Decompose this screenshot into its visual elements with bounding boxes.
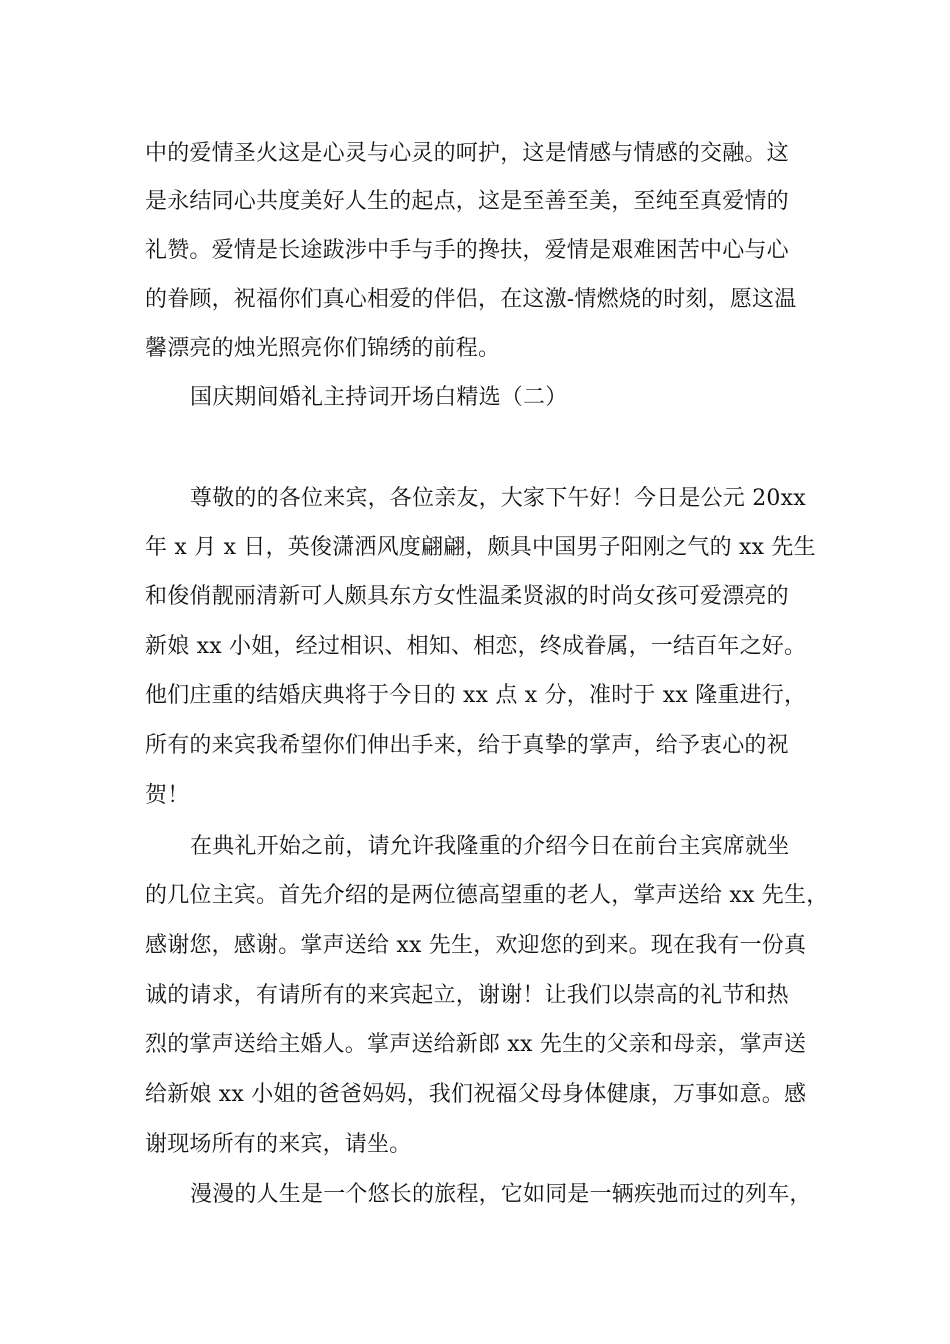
paragraph-2-line-6: 所有的来宾我希望你们伸出手来，给于真挚的掌声，给予衷心的祝	[145, 733, 789, 758]
paragraph-3-line-2: 的几位主宾。首先介绍的是两位德高望重的老人，掌声送给 xx 先生，	[145, 883, 829, 908]
paragraph-3-line-1: 在典礼开始之前，请允许我隆重的介绍今日在前台主宾席就坐	[190, 834, 790, 859]
paragraph-3-line-4: 诚的请求，有请所有的来宾起立，谢谢！让我们以崇高的礼节和热	[145, 983, 789, 1008]
paragraph-2-line-7: 贺！	[145, 783, 190, 808]
paragraph-2-line-1: 尊敬的的各位来宾，各位亲友，大家下午好！今日是公元 20xx	[190, 486, 806, 511]
paragraph-3-line-6: 给新娘 xx 小姐的爸爸妈妈，我们祝福父母身体健康，万事如意。感	[145, 1082, 807, 1107]
paragraph-1-line-3: 礼赞。爱情是长途跋涉中手与手的搀扶，爱情是艰难困苦中心与心	[145, 238, 789, 263]
paragraph-4-line-1: 漫漫的人生是一个悠长的旅程，它如同是一辆疾弛而过的列车，	[190, 1182, 812, 1207]
paragraph-2-line-3: 和俊俏靓丽清新可人颇具东方女性温柔贤淑的时尚女孩可爱漂亮的	[145, 584, 789, 609]
paragraph-3-line-3: 感谢您，感谢。掌声送给 xx 先生，欢迎您的到来。现在我有一份真	[145, 933, 807, 958]
paragraph-3-line-5: 烈的掌声送给主婚人。掌声送给新郎 xx 先生的父亲和母亲，掌声送	[145, 1032, 807, 1057]
paragraph-2-line-2: 年 x 月 x 日，英俊潇洒风度翩翩，颇具中国男子阳刚之气的 xx 先生	[145, 535, 816, 560]
paragraph-3-line-7: 谢现场所有的来宾，请坐。	[145, 1132, 412, 1157]
section-title: 国庆期间婚礼主持词开场白精选（二）	[190, 385, 568, 410]
paragraph-1-line-4: 的眷顾，祝福你们真心相爱的伴侣，在这激-情燃烧的时刻，愿这温	[145, 287, 797, 312]
paragraph-2-line-5: 他们庄重的结婚庆典将于今日的 xx 点 x 分，准时于 xx 隆重进行，	[145, 683, 807, 708]
paragraph-1-line-2: 是永结同心共度美好人生的起点，这是至善至美，至纯至真爱情的	[145, 189, 789, 214]
paragraph-2-line-4: 新娘 xx 小姐，经过相识、相知、相恋，终成眷属，一结百年之好。	[145, 634, 807, 659]
paragraph-1-line-5: 馨漂亮的烛光照亮你们锦绣的前程。	[145, 336, 501, 361]
paragraph-1-line-1: 中的爱情圣火这是心灵与心灵的呵护，这是情感与情感的交融。这	[145, 141, 789, 166]
